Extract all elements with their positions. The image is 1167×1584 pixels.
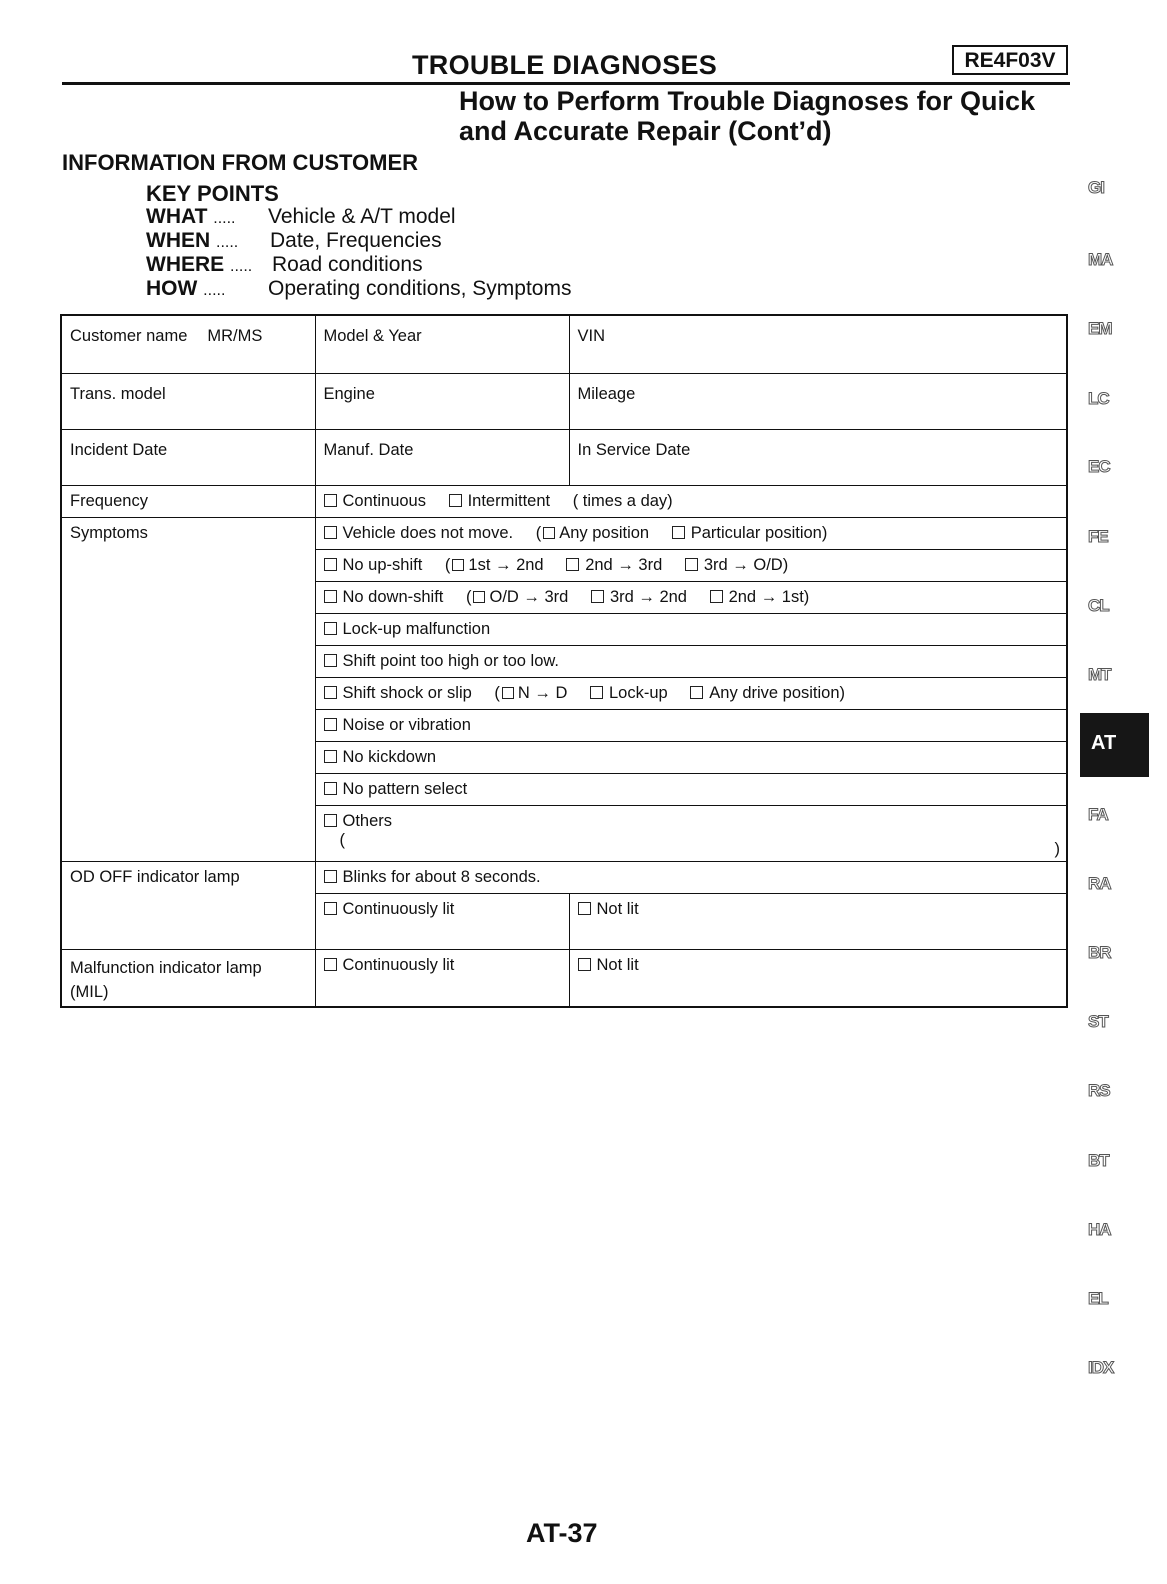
shift-point-checkbox[interactable] (324, 654, 337, 667)
symptom-kickdown: No kickdown (315, 741, 1067, 773)
customer-info-form (60, 314, 1068, 1008)
key-point-what: WHAT ..... Vehicle & A/T model (146, 205, 456, 228)
key-point-when: WHEN ..... Date, Frequencies (146, 229, 442, 252)
tab-rs[interactable]: RS (1088, 1081, 1110, 1100)
key-point-how: HOW ..... Operating conditions, Symptoms (146, 277, 572, 300)
no-kickdown-checkbox[interactable] (324, 750, 337, 763)
od-blinks-checkbox[interactable] (324, 870, 337, 883)
tab-ma[interactable]: MA (1088, 250, 1113, 269)
vehicle-no-move-checkbox[interactable] (324, 526, 337, 539)
od-3rd-checkbox[interactable] (473, 591, 485, 603)
tab-gi[interactable]: GI (1088, 178, 1104, 197)
tab-at-label: AT (1091, 732, 1117, 754)
table-row (61, 485, 1067, 517)
symptom-vehicle-no-move: Vehicle does not move. ( Any position Particular position) (315, 517, 1067, 549)
header-divider (62, 82, 1070, 85)
tab-fe[interactable]: FE (1088, 527, 1108, 546)
symptom-no-upshift: No up-shift ( 1st → 2nd 2nd → 3rd 3rd → O/D) (315, 549, 1067, 581)
incident-date-field[interactable]: Incident Date (61, 429, 315, 485)
key-point-where: WHERE ..... Road conditions (146, 253, 423, 276)
tab-el[interactable]: EL (1088, 1289, 1108, 1308)
trans-model-field[interactable]: Trans. model (61, 373, 315, 429)
tab-em[interactable]: EM (1088, 319, 1112, 338)
tab-idx[interactable]: IDX (1088, 1358, 1114, 1377)
3rd-od-checkbox[interactable] (685, 558, 698, 571)
symptom-shift-shock: Shift shock or slip ( N → D Lock-up Any drive position) (315, 677, 1067, 709)
table-row (61, 315, 1067, 373)
symptom-others: Others ( ) (315, 805, 1067, 861)
noise-vibration-checkbox[interactable] (324, 718, 337, 731)
od-continuously-lit-checkbox[interactable] (324, 902, 337, 915)
page-header-title: TROUBLE DIAGNOSES (412, 50, 718, 80)
frequency-label: Frequency (61, 485, 315, 517)
3rd-2nd-checkbox[interactable] (591, 590, 604, 603)
in-service-date-field[interactable]: In Service Date (569, 429, 1067, 485)
any-drive-position-checkbox[interactable] (690, 686, 703, 699)
mil-label: Malfunction indicator lamp (MIL) (61, 949, 315, 1007)
tab-br[interactable]: BR (1088, 943, 1111, 962)
lockup-checkbox[interactable] (590, 686, 603, 699)
table-row (61, 373, 1067, 429)
model-code-box: RE4F03V (952, 45, 1068, 75)
key-points-heading: KEY POINTS (146, 181, 279, 206)
od-not-lit-checkbox[interactable] (578, 902, 591, 915)
mil-continuously-lit-checkbox[interactable] (324, 958, 337, 971)
2nd-3rd-checkbox[interactable] (566, 558, 579, 571)
od-continuously-lit-option: Continuously lit (315, 893, 569, 949)
section-subtitle-line2: and Accurate Repair (Cont’d) (459, 116, 832, 146)
no-downshift-checkbox[interactable] (324, 590, 337, 603)
tab-lc[interactable]: LC (1088, 389, 1109, 408)
table-row (61, 517, 1067, 549)
table-row (61, 861, 1067, 893)
tab-ha[interactable]: HA (1088, 1220, 1111, 1239)
model-year-field[interactable]: Model & Year (315, 315, 569, 373)
shift-shock-checkbox[interactable] (324, 686, 337, 699)
no-upshift-checkbox[interactable] (324, 558, 337, 571)
mil-not-lit-option: Not lit (569, 949, 1067, 1007)
any-position-checkbox[interactable] (543, 527, 555, 539)
2nd-1st-checkbox[interactable] (710, 590, 723, 603)
symptom-lockup: Lock-up malfunction (315, 613, 1067, 645)
intermittent-checkbox[interactable] (449, 494, 462, 507)
mileage-field[interactable]: Mileage (569, 373, 1067, 429)
tab-mt[interactable]: MT (1088, 665, 1111, 684)
symptom-noise: Noise or vibration (315, 709, 1067, 741)
tab-cl[interactable]: CL (1088, 596, 1109, 615)
no-pattern-select-checkbox[interactable] (324, 782, 337, 795)
od-not-lit-option: Not lit (569, 893, 1067, 949)
others-checkbox[interactable] (324, 814, 337, 827)
continuous-checkbox[interactable] (324, 494, 337, 507)
particular-position-checkbox[interactable] (672, 526, 685, 539)
mil-continuously-lit-option: Continuously lit (315, 949, 569, 1007)
mil-not-lit-checkbox[interactable] (578, 958, 591, 971)
info-heading: INFORMATION FROM CUSTOMER (62, 150, 419, 175)
manuf-date-field[interactable]: Manuf. Date (315, 429, 569, 485)
n-d-checkbox[interactable] (502, 687, 514, 699)
customer-name-field[interactable]: Customer name MR/MS (61, 315, 315, 373)
tab-bt[interactable]: BT (1088, 1151, 1109, 1170)
vin-field[interactable]: VIN (569, 315, 1067, 373)
tab-fa[interactable]: FA (1088, 805, 1108, 824)
section-subtitle-line1: How to Perform Trouble Diagnoses for Quick (459, 86, 1036, 116)
lockup-malfunction-checkbox[interactable] (324, 622, 337, 635)
frequency-options: Continuous Intermittent ( times a day) (315, 485, 1067, 517)
page-number: AT-37 (526, 1518, 598, 1548)
tab-ra[interactable]: RA (1088, 874, 1111, 893)
table-row (61, 949, 1067, 1007)
symptom-no-downshift: No down-shift ( O/D → 3rd 3rd → 2nd 2nd → 1st) (315, 581, 1067, 613)
tab-st[interactable]: ST (1088, 1012, 1108, 1031)
table-row (61, 429, 1067, 485)
symptom-pattern-select: No pattern select (315, 773, 1067, 805)
od-blinks-option: Blinks for about 8 seconds. (315, 861, 1067, 893)
od-off-label: OD OFF indicator lamp (61, 861, 315, 949)
engine-field[interactable]: Engine (315, 373, 569, 429)
symptoms-label: Symptoms (61, 517, 315, 861)
tab-ec[interactable]: EC (1088, 457, 1110, 476)
1st-2nd-checkbox[interactable] (452, 559, 464, 571)
symptom-shift-point: Shift point too high or too low. (315, 645, 1067, 677)
